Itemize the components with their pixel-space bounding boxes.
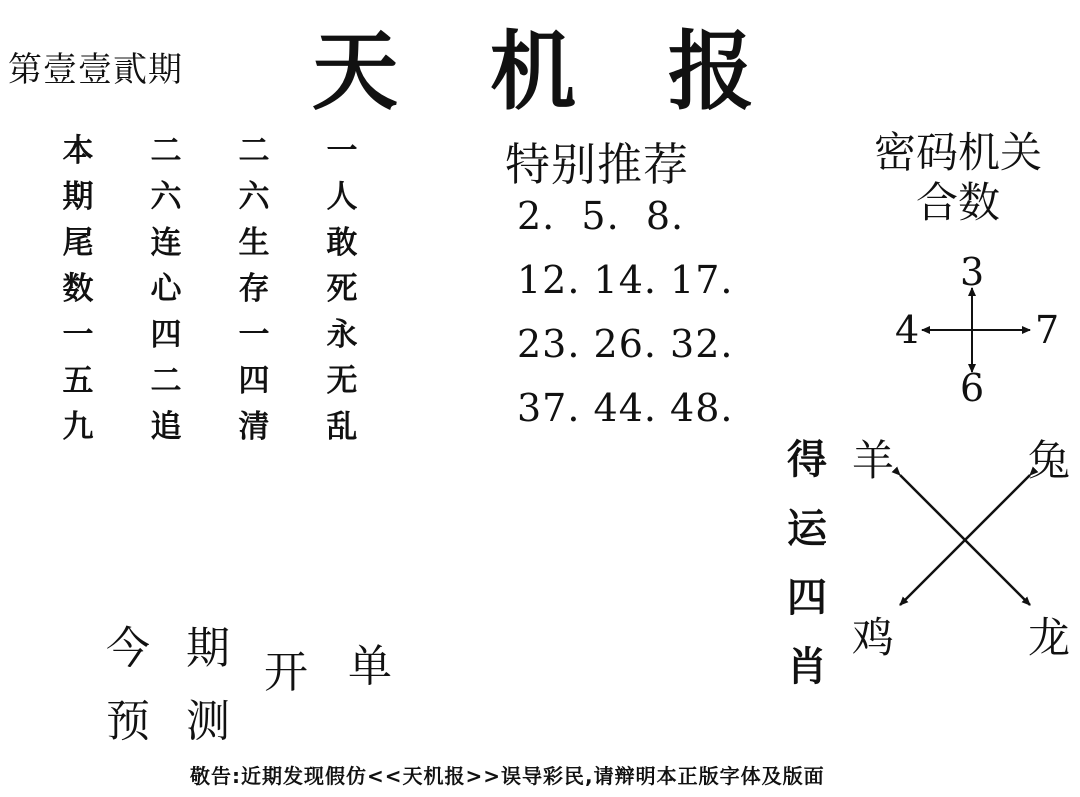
prediction-char: 预: [106, 696, 150, 747]
poem-char: 生: [238, 225, 270, 261]
recommend-row: 12. 14. 17.: [517, 258, 734, 302]
zodiac-top-right: 兔: [1028, 436, 1071, 485]
poem-char: 二: [238, 133, 270, 169]
poem-char: 一: [62, 317, 94, 353]
lucky-char: 运: [787, 505, 827, 552]
lucky-label: [787, 428, 827, 692]
poem-char: 二: [150, 133, 182, 169]
code-title-line-1: 密码机关: [873, 128, 1042, 177]
poem-char: 存: [238, 271, 270, 307]
poem-char: 追: [150, 409, 182, 445]
lucky-char: 得: [787, 436, 827, 483]
poem-char: 期: [62, 179, 94, 215]
prediction-result: 单: [348, 641, 392, 692]
poem-char: 无: [326, 363, 358, 399]
poem-char: 永: [326, 317, 358, 353]
title-char-2: 机: [490, 21, 576, 122]
issue-number: 第壹壹貳期: [8, 50, 183, 90]
poem-char: 四: [150, 317, 182, 353]
prediction-result: 开: [264, 647, 308, 698]
recommend-row: 23. 26. 32.: [517, 322, 734, 366]
code-top: 3: [960, 250, 985, 294]
code-right: 7: [1035, 308, 1060, 352]
poem-char: 五: [62, 363, 94, 399]
poem-char: 九: [62, 409, 94, 445]
footer-notice: 敬告:近期发现假仿<<天机报>>误导彩民,请辩明本正版字体及版面: [190, 764, 825, 788]
zodiac-bottom-right: 龙: [1028, 613, 1071, 662]
cross-arrows: [922, 288, 1030, 372]
title-char-3: 报: [668, 21, 754, 122]
poem-char: 尾: [62, 225, 94, 261]
poem-char: 二: [150, 363, 182, 399]
code-left: 4: [895, 308, 920, 352]
code-bottom: 6: [960, 366, 985, 410]
poem-char: 心: [150, 271, 182, 307]
title-char-1: 天: [312, 21, 398, 122]
x-arrows: [900, 475, 1030, 605]
code-title-line-2: 合数: [915, 178, 1000, 227]
recommend-row: 2. 5. 8.: [517, 194, 685, 238]
poem-char: 一: [326, 133, 358, 169]
poem-char: 死: [326, 271, 358, 307]
poem-char: 四: [238, 363, 270, 399]
recommend-row: 37. 44. 48.: [517, 386, 734, 430]
poem-char: 数: [62, 271, 94, 307]
poem-char: 敢: [326, 225, 358, 261]
prediction-char: 今: [106, 623, 150, 674]
lucky-char: 四: [787, 574, 827, 621]
prediction-char: 测: [186, 696, 230, 747]
poem-char: 本: [62, 133, 94, 169]
zodiac-top-left: 羊: [852, 436, 895, 485]
poem-char: 一: [238, 317, 270, 353]
recommend-title: 特别推荐: [505, 138, 690, 191]
prediction-char: 期: [186, 623, 230, 674]
poem-char: 连: [150, 225, 182, 261]
poem-char: 人: [326, 179, 358, 215]
poem-char: 六: [238, 179, 270, 215]
poem-char: 清: [238, 409, 270, 445]
lucky-char: 肖: [787, 643, 827, 690]
poem-char: 乱: [326, 409, 358, 445]
poem-char: 六: [150, 179, 182, 215]
zodiac-bottom-left: 鸡: [852, 613, 895, 662]
